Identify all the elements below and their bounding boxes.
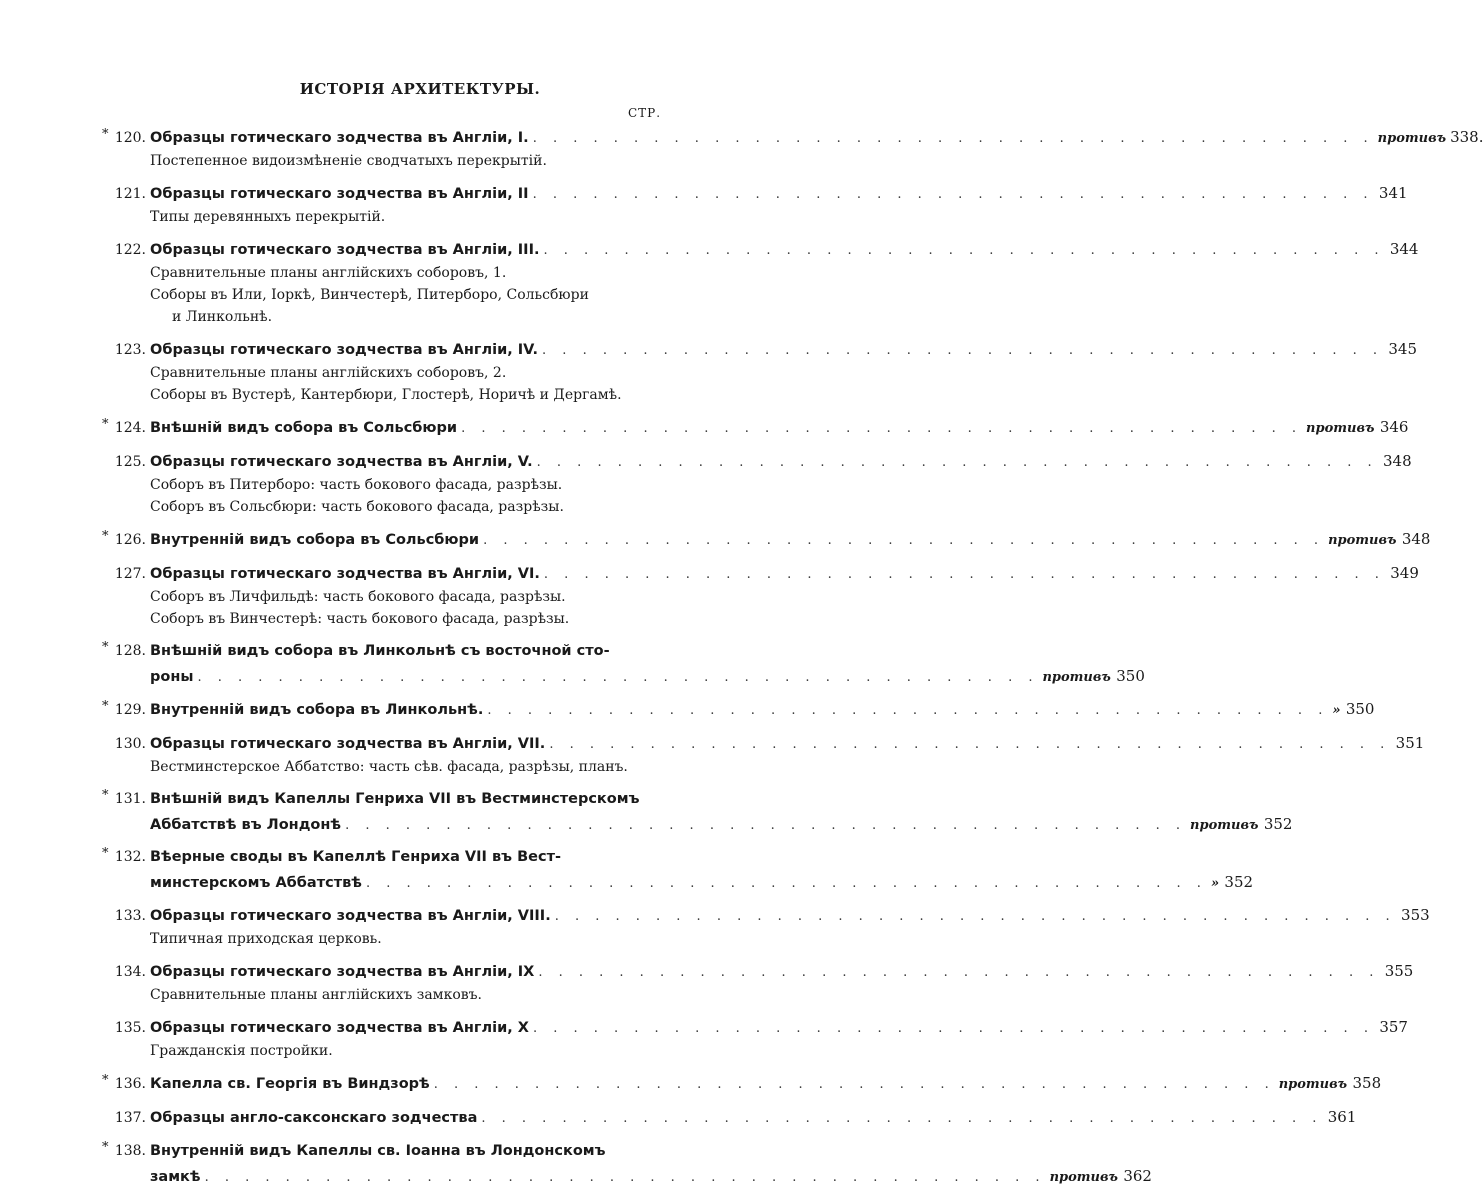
toc-entry-continuation: [150, 812, 1293, 836]
dot-leader: . . . . . . . . . . . . . . . . . . . . . . . . . . . . . . . . . . . . . . . . . .: [345, 818, 1187, 833]
dot-leader: . . . . . . . . . . . . . . . . . . . . . . . . . . . . . . . . . . . . . . . . . .: [365, 876, 1207, 891]
entry-number: [100, 237, 150, 263]
entry-number-text: 129.: [114, 702, 146, 718]
entry-number: [100, 415, 150, 441]
entry-ref: противъ: [1278, 1077, 1348, 1092]
entry-number-text: 125.: [114, 454, 146, 470]
entry-number-text: 123.: [114, 342, 146, 358]
entry-page: 351: [1395, 734, 1425, 752]
entry-number: [100, 449, 150, 475]
toc-entry-line: [100, 696, 1375, 722]
entry-asterisk: *: [102, 788, 109, 803]
entry-number: [100, 1071, 150, 1097]
entry-subtitle: Соборы въ Или, Іоркѣ, Винчестерѣ, Питерборо, Сольсбюри: [150, 287, 589, 303]
entry-title-continuation: Аббатствѣ въ Лондонѣ: [150, 817, 342, 833]
entry-subtitle: и Линкольнѣ.: [172, 309, 273, 325]
entry-asterisk: *: [102, 846, 109, 861]
entry-page: 338.: [1450, 128, 1484, 146]
entry-number-text: 134.: [114, 964, 146, 980]
entry-number: [100, 125, 150, 151]
entry-number: [100, 697, 150, 723]
toc-entry-line: [100, 844, 680, 870]
entry-number: [100, 181, 150, 207]
entry-ref: противъ: [1377, 131, 1447, 146]
dot-leader: . . . . . . . . . . . . . . . . . . . . . . . . . . . . . . . . . . . . . . . . . .: [538, 965, 1380, 980]
entry-subtitle: Соборы въ Вустерѣ, Кантербюри, Глостерѣ, Норичѣ и Дергамѣ.: [150, 387, 622, 403]
toc-entry-line: [100, 448, 1412, 474]
entry-title: Образцы готическаго зодчества въ Англіи, I.: [150, 130, 529, 146]
toc-entry: [100, 902, 1430, 950]
entry-title-continuation: замкѣ: [150, 1169, 201, 1185]
entry-number: [100, 561, 150, 587]
entry-title-continuation: роны: [150, 669, 194, 685]
entry-page: 345: [1388, 340, 1418, 358]
entry-title: Образцы готическаго зодчества въ Англіи, IX: [150, 964, 535, 980]
entry-number-text: 127.: [114, 566, 146, 582]
dot-leader: . . . . . . . . . . . . . . . . . . . . . . . . . . . . . . . . . . . . . . . . . .: [483, 533, 1325, 548]
entry-title: Образцы готическаго зодчества въ Англіи, V.: [150, 454, 533, 470]
toc-entry: [100, 336, 1418, 406]
dot-leader: . . . . . . . . . . . . . . . . . . . . . . . . . . . . . . . . . . . . . . . . . .: [532, 187, 1374, 202]
entry-ref: противъ: [1190, 818, 1259, 833]
toc-entry: [100, 696, 1375, 722]
entry-subtitle: Вестминстерское Аббатство: часть сѣв. фасада, разрѣзы, планъ.: [150, 759, 628, 775]
toc-entry-line: [100, 730, 1425, 756]
entry-subtitle: Соборъ въ Сольсбюри: часть бокового фасада, разрѣзы.: [150, 499, 564, 515]
entry-title-continuation: минстерскомъ Аббатствѣ: [150, 875, 362, 891]
entry-number: [100, 903, 150, 929]
entry-number-text: 121.: [114, 186, 146, 202]
entry-subtitle: Сравнительные планы англійскихъ соборовъ, 1.: [150, 265, 507, 281]
entry-number-text: 132.: [114, 849, 146, 865]
dot-leader: . . . . . . . . . . . . . . . . . . . . . . . . . . . . . . . . . . . . . . . . . .: [204, 1170, 1046, 1185]
entry-page: 346: [1379, 418, 1409, 436]
toc-entry: [100, 786, 1293, 836]
entry-asterisk: *: [102, 127, 109, 142]
toc-entry-continuation: [150, 1164, 1152, 1188]
entry-page: 353: [1401, 906, 1430, 924]
toc-entry-line: [100, 560, 1419, 586]
toc-entry-line: [100, 958, 1414, 984]
entry-page: 350: [1116, 667, 1145, 685]
entry-ref: противъ: [1042, 670, 1111, 685]
entry-page: 361: [1327, 1108, 1357, 1126]
entry-number: [100, 844, 150, 870]
toc-entry: [100, 1014, 1408, 1062]
toc-entry: [100, 730, 1425, 778]
toc-entry: [100, 844, 1254, 894]
entry-number: [100, 731, 150, 757]
dot-leader: . . . . . . . . . . . . . . . . . . . . . . . . . . . . . . . . . . . . . . . . . .: [554, 909, 1396, 924]
toc-entry-line: [100, 414, 1409, 440]
toc-entry-line: [100, 638, 680, 664]
entry-page: 355: [1384, 962, 1414, 980]
dot-leader: . . . . . . . . . . . . . . . . . . . . . . . . . . . . . . . . . . . . . . . . . .: [487, 703, 1329, 718]
dot-leader: . . . . . . . . . . . . . . . . . . . . . . . . . . . . . . . . . . . . . . . . . .: [543, 243, 1385, 258]
entry-title: Капелла св. Георгія въ Виндзорѣ: [150, 1076, 430, 1092]
entry-number: [100, 1138, 150, 1164]
toc-entry: [100, 414, 1409, 440]
dot-leader: . . . . . . . . . . . . . . . . . . . . . . . . . . . . . . . . . . . . . . . . . .: [461, 421, 1303, 436]
toc-entry: [100, 560, 1419, 630]
toc-entry-line: [100, 236, 1419, 262]
toc-entry-line: [100, 902, 1430, 928]
entry-page: 344: [1389, 240, 1419, 258]
entry-asterisk: *: [102, 1073, 109, 1088]
entry-page: 341: [1378, 184, 1408, 202]
entry-title: Образцы готическаго зодчества въ Англіи, IV.: [150, 342, 539, 358]
table-of-contents: [100, 124, 1484, 1196]
dot-leader: . . . . . . . . . . . . . . . . . . . . . . . . . . . . . . . . . . . . . . . . . .: [532, 131, 1374, 146]
toc-entry-continuation: [150, 870, 1254, 894]
dot-leader: . . . . . . . . . . . . . . . . . . . . . . . . . . . . . . . . . . . . . . . . . .: [543, 567, 1385, 582]
entry-asterisk: *: [102, 640, 109, 655]
dot-leader: . . . . . . . . . . . . . . . . . . . . . . . . . . . . . . . . . . . . . . . . . .: [481, 1111, 1323, 1126]
entry-page: 352: [1263, 815, 1293, 833]
entry-number-text: 130.: [114, 736, 146, 752]
entry-subtitle: Сравнительные планы англійскихъ замковъ.: [150, 987, 482, 1003]
entry-title: Образцы готическаго зодчества въ Англіи, VIII.: [150, 908, 551, 924]
page-title: ИСТОРІЯ АРХИТЕКТУРЫ.: [299, 80, 541, 98]
toc-entry: [100, 526, 1431, 552]
entry-title: Образцы англо-саксонскаго зодчества: [150, 1110, 478, 1126]
entry-title: Образцы готическаго зодчества въ Англіи, VII.: [150, 736, 546, 752]
toc-entry: [100, 124, 1484, 172]
toc-entry: [100, 1070, 1382, 1096]
entry-number-text: 122.: [114, 242, 146, 258]
entry-title: Внутренній видъ собора въ Линкольнѣ.: [150, 702, 484, 718]
entry-page: 348: [1401, 530, 1431, 548]
entry-title: Внутренній видъ собора въ Сольсбюри: [150, 532, 480, 548]
entry-title: Внутренній видъ Капеллы св. Іоанна въ Лондонскомъ: [150, 1143, 606, 1159]
entry-number: [100, 638, 150, 664]
toc-entry-line: [100, 336, 1418, 362]
entry-page: 362: [1123, 1167, 1152, 1185]
toc-entry: [100, 236, 1419, 328]
entry-ref: противъ: [1306, 421, 1375, 436]
entry-title: Образцы готическаго зодчества въ Англіи, II: [150, 186, 529, 202]
entry-subtitle: Типичная приходская церковь.: [150, 931, 382, 947]
entry-title: Образцы готическаго зодчества въ Англіи, III.: [150, 242, 540, 258]
toc-entry: [100, 1138, 1152, 1188]
entry-ref: противъ: [1328, 533, 1397, 548]
entry-ref: »: [1210, 876, 1220, 891]
toc-entry-line: [100, 1014, 1408, 1040]
entry-number-text: 137.: [114, 1110, 146, 1126]
dot-leader: . . . . . . . . . . . . . . . . . . . . . . . . . . . . . . . . . . . . . . . . . .: [532, 1021, 1374, 1036]
dot-leader: . . . . . . . . . . . . . . . . . . . . . . . . . . . . . . . . . . . . . . . . . .: [549, 737, 1391, 752]
entry-ref: »: [1332, 703, 1341, 718]
toc-entry-line: [100, 1104, 1357, 1130]
entry-page: 352: [1224, 873, 1254, 891]
entry-number: [100, 959, 150, 985]
entry-number-text: 136.: [114, 1076, 146, 1092]
entry-number-text: 126.: [114, 532, 146, 548]
toc-entry: [100, 448, 1412, 518]
entry-number-text: 124.: [114, 420, 146, 436]
entry-page: 350: [1345, 700, 1375, 718]
toc-entry-line: [100, 124, 1484, 150]
dot-leader: . . . . . . . . . . . . . . . . . . . . . . . . . . . . . . . . . . . . . . . . . .: [536, 455, 1378, 470]
entry-title: Внѣшній видъ собора въ Сольсбюри: [150, 420, 458, 436]
entry-asterisk: *: [102, 699, 109, 714]
entry-title: Внѣшній видъ собора въ Линкольнѣ съ восточной сто-: [150, 643, 610, 659]
entry-number: [100, 1105, 150, 1131]
entry-subtitle: Соборъ въ Питерборо: часть бокового фасада, разрѣзы.: [150, 477, 563, 493]
entry-title: Образцы готическаго зодчества въ Англіи, X: [150, 1020, 529, 1036]
dot-leader: . . . . . . . . . . . . . . . . . . . . . . . . . . . . . . . . . . . . . . . . . .: [542, 343, 1384, 358]
toc-entry-line: [100, 180, 1408, 206]
entry-asterisk: *: [102, 529, 109, 544]
entry-number-text: 128.: [114, 643, 146, 659]
entry-asterisk: *: [102, 1140, 109, 1155]
entry-number: [100, 337, 150, 363]
toc-entry-continuation: [150, 664, 1145, 688]
page-column-label: СТР.: [628, 106, 662, 120]
toc-entry: [100, 1104, 1357, 1130]
toc-entry-line: [100, 526, 1431, 552]
entry-title: Внѣшній видъ Капеллы Генриха VII въ Вестминстерскомъ: [150, 791, 640, 807]
toc-entry-line: [100, 786, 680, 812]
entry-page: 357: [1379, 1018, 1408, 1036]
entry-page: 348: [1383, 452, 1412, 470]
entry-title: Вѣерные своды въ Капеллѣ Генриха VII въ Вест-: [150, 849, 562, 865]
entry-number-text: 135.: [114, 1020, 146, 1036]
toc-entry: [100, 180, 1408, 228]
entry-number-text: 131.: [114, 791, 146, 807]
entry-number: [100, 527, 150, 553]
entry-number-text: 133.: [114, 908, 146, 924]
entry-ref: противъ: [1049, 1170, 1118, 1185]
entry-number-text: 138.: [114, 1143, 146, 1159]
toc-entry: [100, 958, 1414, 1006]
entry-subtitle: Постепенное видоизмѣненіе сводчатыхъ перекрытій.: [150, 153, 547, 169]
entry-number-text: 120.: [114, 130, 146, 146]
entry-subtitle: Сравнительные планы англійскихъ соборовъ, 2.: [150, 365, 507, 381]
entry-subtitle: Типы деревянныхъ перекрытій.: [150, 209, 386, 225]
entry-page: 358: [1352, 1074, 1382, 1092]
entry-subtitle: Соборъ въ Личфильдѣ: часть бокового фасада, разрѣзы.: [150, 589, 566, 605]
entry-subtitle: Соборъ въ Винчестерѣ: часть бокового фасада, разрѣзы.: [150, 611, 570, 627]
toc-entry-line: [100, 1070, 1382, 1096]
toc-entry-line: [100, 1138, 680, 1164]
entry-asterisk: *: [102, 417, 109, 432]
dot-leader: . . . . . . . . . . . . . . . . . . . . . . . . . . . . . . . . . . . . . . . . . .: [197, 670, 1039, 685]
toc-entry: [100, 638, 1145, 688]
entry-number: [100, 1015, 150, 1041]
entry-subtitle: Гражданскія постройки.: [150, 1043, 333, 1059]
dot-leader: . . . . . . . . . . . . . . . . . . . . . . . . . . . . . . . . . . . . . . . . . .: [433, 1077, 1275, 1092]
entry-page: 349: [1390, 564, 1419, 582]
entry-title: Образцы готическаго зодчества въ Англіи, VI.: [150, 566, 540, 582]
entry-number: [100, 786, 150, 812]
